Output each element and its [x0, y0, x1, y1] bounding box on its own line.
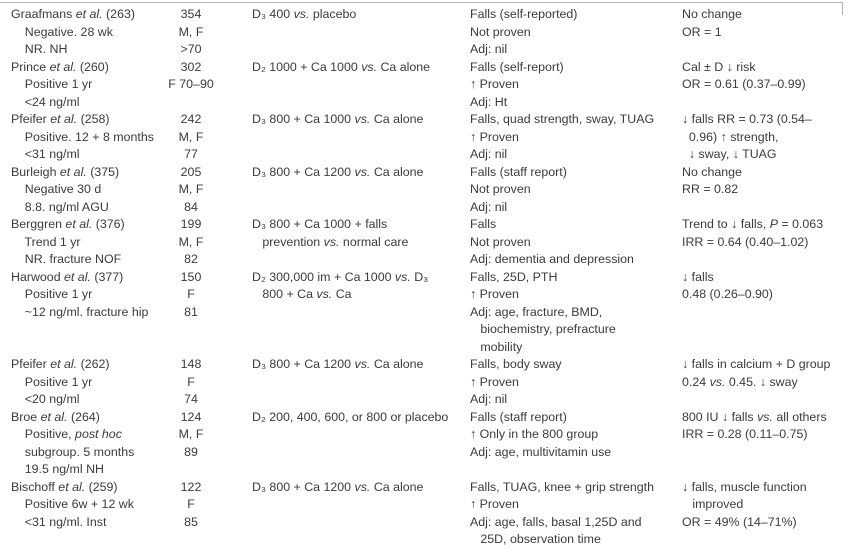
- study-line: Trend 1 yr: [11, 234, 81, 249]
- n-line: 84: [184, 199, 198, 214]
- study-cell: [0, 409, 150, 479]
- n-line: 148: [180, 357, 202, 371]
- study-cell: [0, 356, 150, 409]
- outcome-cell: [462, 6, 676, 59]
- sample-cell: [150, 479, 232, 549]
- study-cell: [0, 216, 150, 269]
- result-line: 0.96) ↑ strength,: [682, 129, 779, 144]
- intervention-line: D₂ 300,000 im + Ca 1000 vs. D₃: [252, 269, 429, 284]
- outcome-cell: [462, 164, 676, 217]
- intervention-line: D₂ 200, 400, 600, or 800 or placebo: [252, 409, 449, 424]
- table-row: [0, 59, 843, 112]
- n-line: 77: [184, 147, 198, 161]
- intervention-cell: [232, 164, 462, 217]
- outcome-line: Adj: nil: [470, 42, 508, 56]
- result-line: ↓ falls: [682, 269, 714, 284]
- sample-cell: [150, 111, 232, 164]
- result-line: 0.24 vs. 0.45. ↓ sway: [682, 374, 798, 389]
- n-line: 85: [184, 514, 198, 529]
- n-line: M, F: [178, 427, 204, 441]
- result-line: Trend to ↓ falls, P = 0.063: [682, 217, 824, 231]
- table-row: [0, 269, 843, 357]
- outcome-line: Falls (self-report): [470, 59, 564, 74]
- study-line: Positive 1 yr: [11, 287, 93, 301]
- n-line: 354: [180, 7, 202, 21]
- study-line: Positive 1 yr: [11, 77, 93, 91]
- outcome-line: Not proven: [470, 182, 531, 196]
- study-line: Positive, post hoc: [11, 427, 122, 441]
- result-line: ↓ falls, muscle function: [682, 479, 807, 494]
- sample-cell: [150, 164, 232, 217]
- outcome-line: Falls: [470, 217, 497, 231]
- table-row: [0, 6, 843, 59]
- result-line: OR = 0.61 (0.37–0.99): [682, 77, 806, 91]
- outcome-cell: [462, 269, 676, 357]
- study-line: Harwood et al. (377): [11, 269, 124, 284]
- study-line: subgroup. 5 months: [11, 444, 135, 459]
- outcome-line: Adj: nil: [470, 199, 508, 214]
- intervention-line: D₃ 400 vs. placebo: [252, 7, 357, 21]
- intervention-line: D₃ 800 + Ca 1000 + falls: [252, 217, 388, 231]
- outcome-line: Falls (self-reported): [470, 7, 578, 21]
- result-cell: [676, 164, 843, 217]
- n-line: 122: [180, 479, 202, 494]
- result-line: IRR = 0.28 (0.11–0.75): [682, 427, 808, 441]
- result-line: Cal ± D ↓ risk: [682, 59, 756, 74]
- intervention-line: 800 + Ca vs. Ca: [252, 287, 352, 301]
- result-cell: [676, 409, 843, 479]
- n-line: 74: [184, 392, 198, 406]
- result-line: ↓ falls RR = 0.73 (0.54–: [682, 112, 812, 126]
- outcome-line: Not proven: [470, 24, 531, 39]
- result-line: 0.48 (0.26–0.90): [682, 287, 773, 301]
- study-line: 8.8. ng/ml AGU: [11, 199, 109, 214]
- outcome-cell: [462, 59, 676, 112]
- result-line: OR = 49% (14–71%): [682, 514, 797, 529]
- intervention-line: prevention vs. normal care: [252, 234, 409, 249]
- result-line: improved: [682, 497, 744, 511]
- n-line: F: [187, 497, 195, 511]
- outcome-cell: [462, 111, 676, 164]
- outcome-line: Adj: age, multivitamin use: [470, 444, 612, 459]
- intervention-cell: [232, 479, 462, 549]
- outcome-cell: [462, 479, 676, 549]
- result-line: IRR = 0.64 (0.40–1.02): [682, 234, 809, 249]
- outcome-line: Adj: nil: [470, 392, 508, 406]
- intervention-cell: [232, 269, 462, 357]
- n-line: >70: [180, 42, 202, 56]
- intervention-cell: [232, 59, 462, 112]
- sample-cell: [150, 59, 232, 112]
- outcome-line: Falls, 25D, PTH: [470, 269, 558, 284]
- result-cell: [676, 111, 843, 164]
- outcome-line: Not proven: [470, 234, 531, 249]
- study-line: <20 ng/ml: [11, 392, 80, 406]
- outcome-line: ↑ Proven: [470, 497, 519, 511]
- outcome-line: ↑ Proven: [470, 77, 519, 91]
- result-line: ↓ sway, ↓ TUAG: [682, 147, 777, 161]
- n-line: 81: [184, 304, 198, 319]
- outcome-line: Adj: age, fracture, BMD,: [470, 304, 603, 319]
- n-line: M, F: [178, 24, 204, 39]
- result-cell: [676, 59, 843, 112]
- intervention-cell: [232, 356, 462, 409]
- table-row: [0, 111, 843, 164]
- sample-cell: [150, 269, 232, 357]
- n-line: M, F: [178, 234, 204, 249]
- result-cell: [676, 216, 843, 269]
- study-cell: [0, 479, 150, 549]
- study-cell: [0, 6, 150, 59]
- result-line: ↓ falls in calcium + D group: [682, 357, 831, 371]
- study-line: Burleigh et al. (375): [11, 164, 120, 179]
- intervention-cell: [232, 111, 462, 164]
- study-cell: [0, 269, 150, 357]
- study-line: <31 ng/ml. Inst: [11, 514, 107, 529]
- outcome-line: ↑ Only in the 800 group: [470, 427, 599, 441]
- study-cell: [0, 59, 150, 112]
- result-cell: [676, 6, 843, 59]
- study-line: Pfeifer et al. (262): [11, 357, 110, 371]
- n-line: 89: [184, 444, 198, 459]
- intervention-cell: [232, 409, 462, 479]
- outcome-line: 25D, observation time: [470, 532, 601, 546]
- intervention-line: D₂ 1000 + Ca 1000 vs. Ca alone: [252, 59, 431, 74]
- n-line: 242: [180, 112, 202, 126]
- outcome-line: Falls, quad strength, sway, TUAG: [470, 112, 655, 126]
- sample-cell: [150, 409, 232, 479]
- study-line: Berggren et al. (376): [11, 217, 125, 231]
- result-cell: [676, 479, 843, 549]
- study-line: Positive 1 yr: [11, 374, 93, 389]
- outcome-line: ↑ Proven: [470, 374, 519, 389]
- n-line: M, F: [178, 182, 204, 196]
- outcome-line: mobility: [470, 339, 523, 354]
- result-line: No change: [682, 7, 742, 21]
- outcome-cell: [462, 409, 676, 479]
- study-cell: [0, 164, 150, 217]
- study-line: NR. NH: [11, 42, 68, 56]
- intervention-line: D₃ 800 + Ca 1200 vs. Ca alone: [252, 479, 424, 494]
- study-line: Positive 6w + 12 wk: [11, 497, 134, 511]
- study-cell: [0, 111, 154, 164]
- table-edge-rule: [842, 3, 843, 15]
- outcome-line: Adj: age, falls, basal 1,25D and: [470, 514, 642, 529]
- study-line: 19.5 ng/ml NH: [11, 462, 104, 476]
- outcome-line: Falls (staff report): [470, 409, 567, 424]
- study-line: NR. fracture NOF: [11, 252, 122, 266]
- intervention-cell: [232, 216, 462, 269]
- table-row: [0, 216, 843, 269]
- outcome-line: Falls (staff report): [470, 164, 567, 179]
- study-line: Negative. 28 wk: [11, 24, 113, 39]
- intervention-line: D₃ 800 + Ca 1000 vs. Ca alone: [252, 112, 424, 126]
- result-cell: [676, 269, 843, 357]
- result-line: 800 IU ↓ falls vs. all others: [682, 409, 827, 424]
- study-line: Negative 30 d: [11, 182, 102, 196]
- table-row: [0, 479, 843, 549]
- n-line: M, F: [178, 129, 204, 144]
- outcome-line: Adj: Ht: [470, 94, 508, 109]
- n-line: F 70–90: [168, 77, 214, 91]
- study-line: Graafmans et al. (263): [11, 7, 135, 21]
- study-line: Prince et al. (260): [11, 59, 109, 74]
- outcome-line: Adj: dementia and depression: [470, 252, 634, 266]
- study-line: Broe et al. (264): [11, 409, 100, 424]
- table-rows: [0, 6, 843, 549]
- n-line: 199: [180, 217, 202, 231]
- n-line: 124: [180, 409, 202, 424]
- intervention-line: D₃ 800 + Ca 1200 vs. Ca alone: [252, 357, 424, 371]
- table-row: [0, 164, 843, 217]
- outcome-line: Falls, TUAG, knee + grip strength: [470, 479, 654, 494]
- table-row: [0, 356, 843, 409]
- outcome-cell: [462, 216, 676, 269]
- sample-cell: [150, 216, 232, 269]
- intervention-cell: [232, 6, 462, 59]
- n-line: 82: [184, 252, 198, 266]
- study-line: Bischoff et al. (259): [11, 479, 118, 494]
- outcome-line: biochemistry, prefracture: [470, 322, 616, 336]
- outcome-line: ↑ Proven: [470, 129, 519, 144]
- study-line: Positive. 12 + 8 months: [11, 129, 154, 144]
- result-line: No change: [682, 164, 742, 179]
- table-row: [0, 409, 843, 479]
- study-line: <24 ng/ml: [11, 94, 80, 109]
- study-table: [0, 2, 843, 549]
- sample-cell: [150, 6, 232, 59]
- result-cell: [676, 356, 843, 409]
- outcome-line: Adj: nil: [470, 147, 508, 161]
- n-line: 205: [180, 164, 202, 179]
- n-line: 302: [180, 59, 202, 74]
- outcome-line: ↑ Proven: [470, 287, 519, 301]
- result-line: RR = 0.82: [682, 182, 739, 196]
- outcome-line: Falls, body sway: [470, 357, 562, 371]
- n-line: F: [187, 374, 195, 389]
- study-line: ~12 ng/ml. fracture hip: [11, 304, 149, 319]
- sample-cell: [150, 356, 232, 409]
- n-line: F: [187, 287, 195, 301]
- n-line: 150: [180, 269, 202, 284]
- study-line: <31 ng/ml: [11, 147, 80, 161]
- result-line: OR = 1: [682, 24, 722, 39]
- study-line: Pfeifer et al. (258): [11, 112, 110, 126]
- outcome-cell: [462, 356, 676, 409]
- intervention-line: D₃ 800 + Ca 1200 vs. Ca alone: [252, 164, 424, 179]
